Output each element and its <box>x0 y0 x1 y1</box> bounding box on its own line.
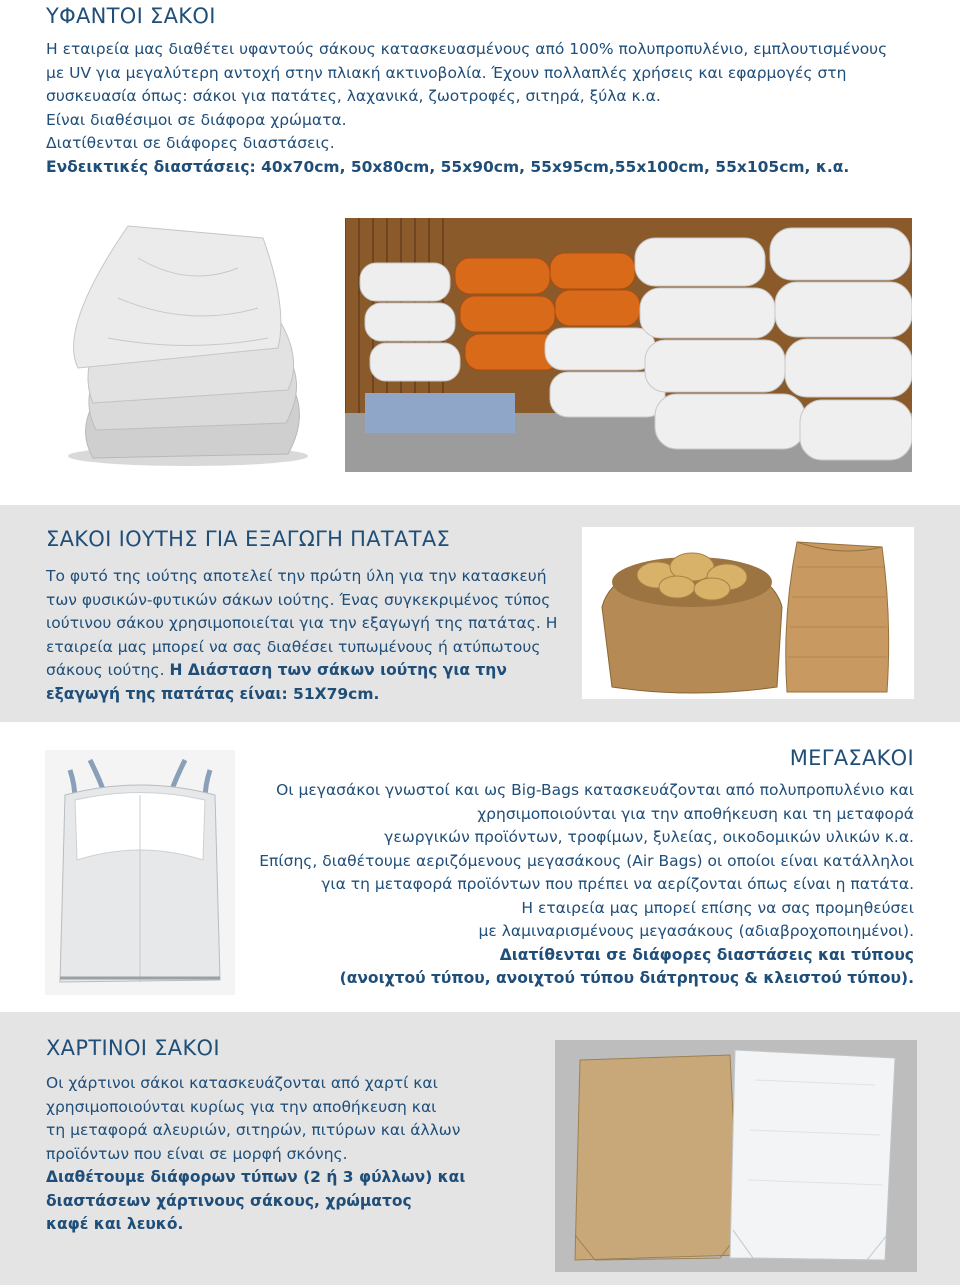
text-line: προϊόντων που είναι σε μορφή σκόνης. <box>46 1144 348 1163</box>
big-bags-text <box>234 779 914 991</box>
text-line: με UV για μεγαλύτερη αντοχή στην πλιακή ακτινοβολία. Έχουν πολλαπλές χρήσεις και εφαρμογές στη <box>46 63 847 82</box>
text-line: Το φυτό της ιούτης αποτελεί την πρώτη ύλη για την κατασκευή <box>46 567 547 585</box>
text-line: Διατίθενται σε διάφορες διαστάσεις. <box>46 134 335 152</box>
text-line: συσκευασία όπως: σάκοι για πατάτες, λαχανικά, ζωοτροφές, σιτηρά, ξύλα κ.α. <box>46 87 661 105</box>
woven-dimensions: Ενδεικτικές διαστάσεις: 40x70cm, 50x80cm, 55x90cm, 55x95cm,55x100cm, 55x105cm, κ.α. <box>46 157 850 176</box>
text-line: Οι μεγασάκοι γνωστοί και ως Big-Bags κατασκευάζονται από πολυπροπυλένιο και <box>276 781 914 799</box>
jute-sacks-section <box>0 505 960 722</box>
paper-sacks-text <box>46 1072 516 1237</box>
jute-sacks-title: ΣΑΚΟΙ ΙΟΥΤΗΣ ΓΙΑ ΕΞΑΓΩΓΗ ΠΑΤΑΤΑΣ <box>46 527 451 551</box>
text-line: ιούτινου σάκου χρησιμοποιείται για την εξαγωγή της πατάτας. Η <box>46 614 558 632</box>
text-line <box>46 659 576 683</box>
text-line: των φυσικών-φυτικών σάκων ιούτης. Ένας συγκεκριμένος τύπος <box>46 590 551 609</box>
big-bags-title: ΜΕΓΑΣΑΚΟΙ <box>789 746 914 770</box>
text-line: γεωργικών προϊόντων, τροφίμων, ξυλείας, οικοδομικών υλικών κ.α. <box>384 828 914 846</box>
text-line: τη μεταφορά αλευριών, σιτηρών, πιτύρων και άλλων <box>46 1121 461 1139</box>
paper-sacks-section <box>0 1012 960 1285</box>
pallet-sacks-photo <box>345 218 912 472</box>
big-bag-photo <box>45 750 235 995</box>
paper-sacks-title: ΧΑΡΤΙΝΟΙ ΣΑΚΟΙ <box>46 1036 220 1060</box>
text-line: Η εταιρεία μας μπορεί επίσης να σας προμηθεύσει <box>521 898 914 917</box>
text-line: χρησιμοποιούνται για την αποθήκευση και τη μεταφορά <box>477 804 914 823</box>
paper-sacks-bold: Διαθέτουμε διάφορων τύπων (2 ή 3 φύλλων) και <box>46 1168 466 1186</box>
jute-dimension-bold: εξαγωγή της πατάτας είναι: 51Χ79cm. <box>46 684 380 703</box>
paper-sacks-bold: καφέ και λευκό. <box>46 1215 184 1233</box>
woven-sacks-section <box>0 0 960 505</box>
text-line: χρησιμοποιούνται κυρίως για την αποθήκευση και <box>46 1097 437 1116</box>
paper-sacks-bold: διαστάσεων χάρτινους σάκους, χρώματος <box>46 1191 412 1210</box>
white-sacks-stack-photo <box>38 218 330 470</box>
big-bags-section <box>0 722 960 1012</box>
paper-sacks-photo <box>555 1040 917 1272</box>
text-line: Επίσης, διαθέτουμε αεριζόμενους μεγασάκους (Air Bags) οι οποίοι είναι κατάλληλοι <box>259 851 914 870</box>
jute-potato-sacks-photo <box>582 527 914 699</box>
jute-sacks-text <box>46 565 576 706</box>
text-line: με λαμιναρισμένους μεγασάκους (αδιαβροχοποιημένοι). <box>478 922 914 940</box>
woven-sacks-text <box>46 38 926 179</box>
jute-dimension-bold: Η Διάσταση των σάκων ιούτης για την <box>169 661 507 679</box>
big-bags-types-bold: (ανοιχτού τύπου, ανοιχτού τύπου διάτρητους & κλειστού τύπου). <box>339 969 914 987</box>
text-line: Είναι διαθέσιμοι σε διάφορα χρώματα. <box>46 110 347 129</box>
big-bags-types-bold: Διατίθενται σε διάφορες διαστάσεις και τύπους <box>499 945 914 964</box>
text-line: Η εταιρεία μας διαθέτει υφαντούς σάκους κατασκευασμένους από 100% πολυπροπυλένιο, εμπλουτισμένους <box>46 40 888 58</box>
text-span: σάκους ιούτης. <box>46 661 170 679</box>
text-line: Οι χάρτινοι σάκοι κατασκευάζονται από χαρτί και <box>46 1074 438 1092</box>
text-line: για τη μεταφορά προϊόντων που πρέπει να αερίζονται όπως είναι η πατάτα. <box>321 875 914 893</box>
text-line: εταιρεία μας μπορεί να σας διαθέσει τυπωμένους ή ατύπωτους <box>46 637 541 656</box>
woven-sacks-title: ΥΦΑΝΤΟΙ ΣΑΚΟΙ <box>46 4 216 28</box>
